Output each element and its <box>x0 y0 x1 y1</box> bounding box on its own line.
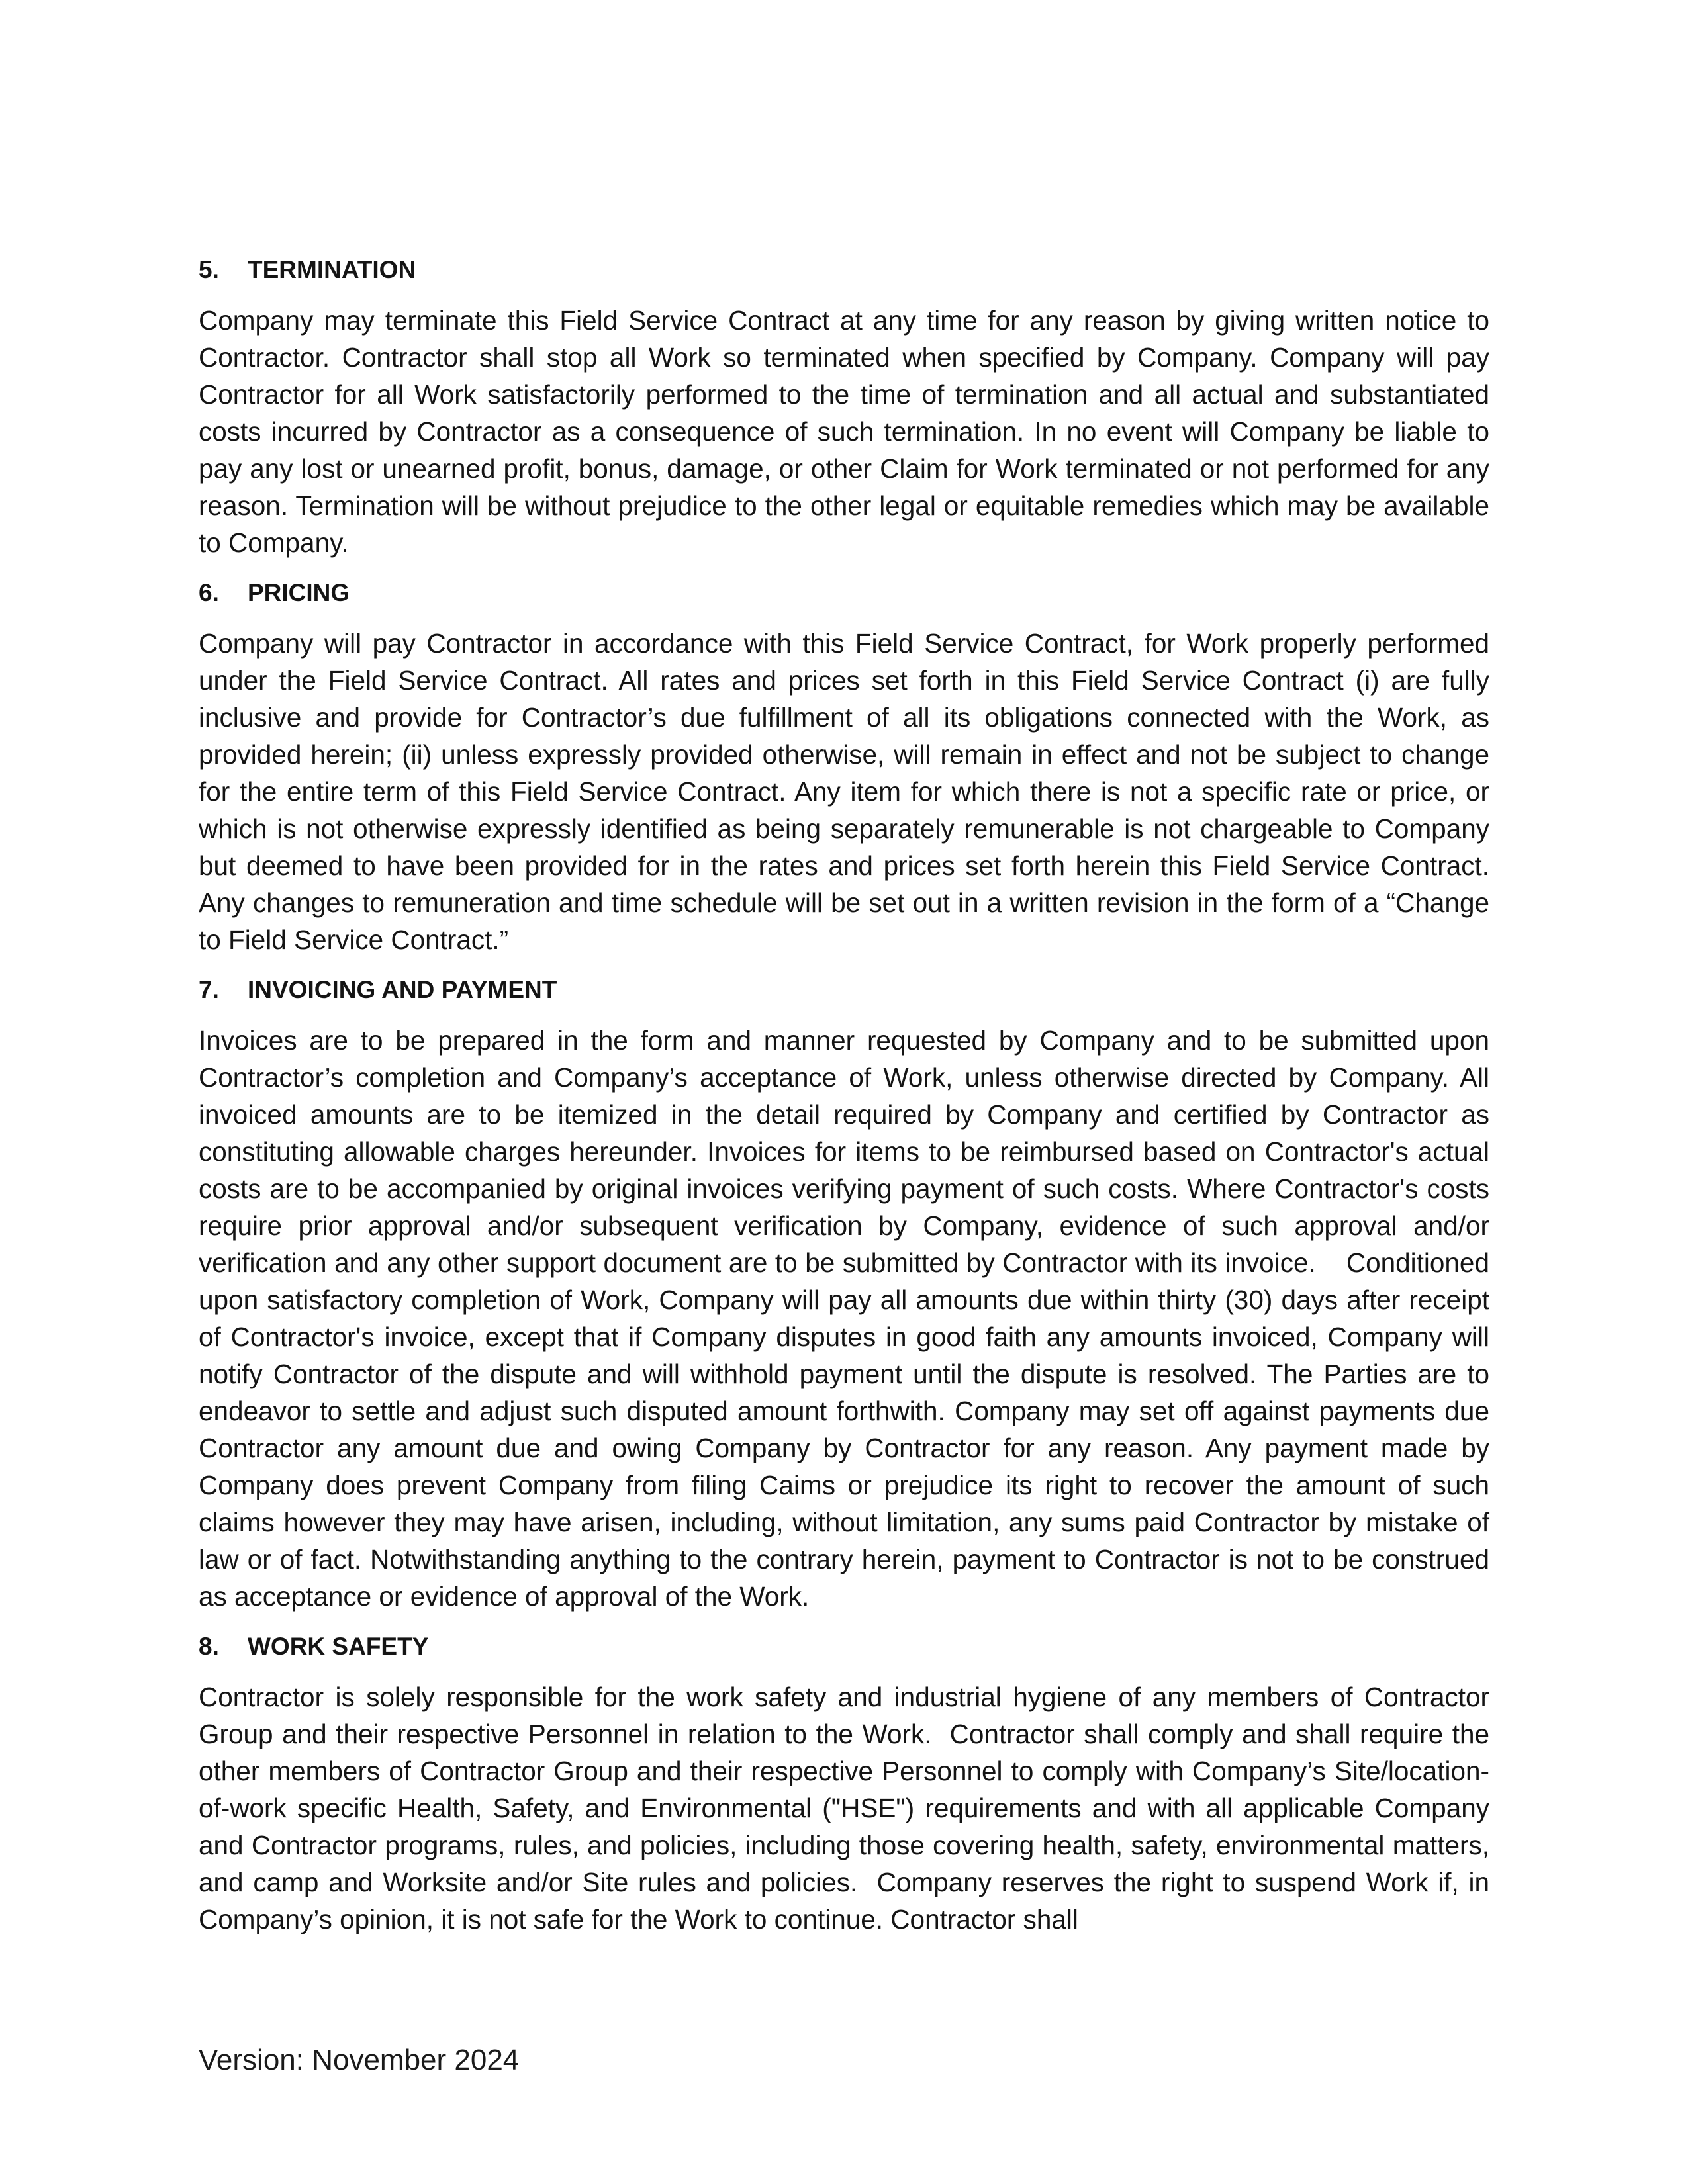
section-work-safety <box>199 1628 1497 1938</box>
section-body: Contractor is solely responsible for the work safety and industrial hygiene of any members of Contractor Group and their respective Personnel in relation to the Work. Contractor shall comply and shall require the other members of Contractor Group and their respective Personnel to comply with Company’s Site/location-of-work specific Health, Safety, and Environmental ("HSE") requirements and with all applicable Company and Contractor programs, rules, and policies, including those covering health, safety, environmental matters, and camp and Worksite and/or Site rules and policies. Company reserves the right to suspend Work if, in Company’s opinion, it is not safe for the Work to continue. Contractor shall <box>199 1682 1497 1934</box>
section-heading <box>199 574 1489 612</box>
section-number: 7. <box>199 976 219 1003</box>
section-number: 5. <box>199 256 219 283</box>
section-heading <box>199 1628 1489 1665</box>
document-page <box>199 251 1505 1951</box>
section-invoicing-and-payment <box>199 972 1497 1615</box>
section-title: WORK SAFETY <box>248 1633 429 1660</box>
section-title: TERMINATION <box>248 256 416 283</box>
footer-version: Version: November 2024 <box>199 2044 520 2076</box>
section-number: 8. <box>199 1633 219 1660</box>
section-heading <box>199 972 1489 1009</box>
section-termination <box>199 251 1497 561</box>
section-body: Company may terminate this Field Service Contract at any time for any reason by giving written notice to Contractor. Contractor shall stop all Work so terminated when specified by Company. Company will pay Contractor for all Work satisfactorily performed to the time of termination and all actual and substantiated costs incurred by Contractor as a consequence of such termination. In no event will Company be liable to pay any lost or unearned profit, bonus, damage, or other Claim for Work terminated or not performed for any reason. Termination will be without prejudice to the other legal or equitable remedies which may be available to Company. <box>199 305 1497 558</box>
section-body: Company will pay Contractor in accordance with this Field Service Contract, for Work properly performed under the Field Service Contract. All rates and prices set forth in this Field Service Contract (i) are fully inclusive and provide for Contractor’s due fulfillment of all its obligations connected with the Work, as provided herein; (ii) unless expressly provided otherwise, will remain in effect and not be subject to change for the entire term of this Field Service Contract. Any item for which there is not a specific rate or price, or which is not otherwise expressly identified as being separately remunerable is not chargeable to Company but deemed to have been provided for in the rates and prices set forth herein this Field Service Contract. Any changes to remuneration and time schedule will be set out in a written revision in the form of a “Change to Field Service Contract.” <box>199 628 1505 955</box>
section-body: Invoices are to be prepared in the form and manner requested by Company and to be submitted upon Contractor’s completion and Company’s acceptance of Work, unless otherwise directed by Company. All invoiced amounts are to be itemized in the detail required by Company and certified by Contractor as constituting allowable charges hereunder. Invoices for items to be reimbursed based on Contractor's actual costs are to be accompanied by original invoices verifying payment of such costs. Where Contractor's costs require prior approval and/or subsequent verification by Company, evidence of such approval and/or verification and any other support document are to be submitted by Contractor with its invoice. Conditioned upon satisfactory completion of Work, Company will pay all amounts due within thirty (30) days after receipt of Contractor's invoice, except that if Company disputes in good faith any amounts invoiced, Company will notify Contractor of the dispute and will withhold payment until the dispute is resolved. The Parties are to endeavor to settle and adjust such disputed amount forthwith. Company may set off against payments due Contractor any amount due and owing Company by Contractor for any reason. Any payment made by Company does prevent Company from filing Caims or prejudice its right to recover the amount of such claims however they may have arisen, including, without limitation, any sums paid Contractor by mistake of law or of fact. Notwithstanding anything to the contrary herein, payment to Contractor is not to be construed as acceptance or evidence of approval of the Work. <box>199 1025 1497 1612</box>
section-heading <box>199 251 1489 289</box>
section-title: PRICING <box>248 579 350 606</box>
section-number: 6. <box>199 579 219 606</box>
section-title: INVOICING AND PAYMENT <box>248 976 557 1003</box>
section-pricing <box>199 574 1505 958</box>
